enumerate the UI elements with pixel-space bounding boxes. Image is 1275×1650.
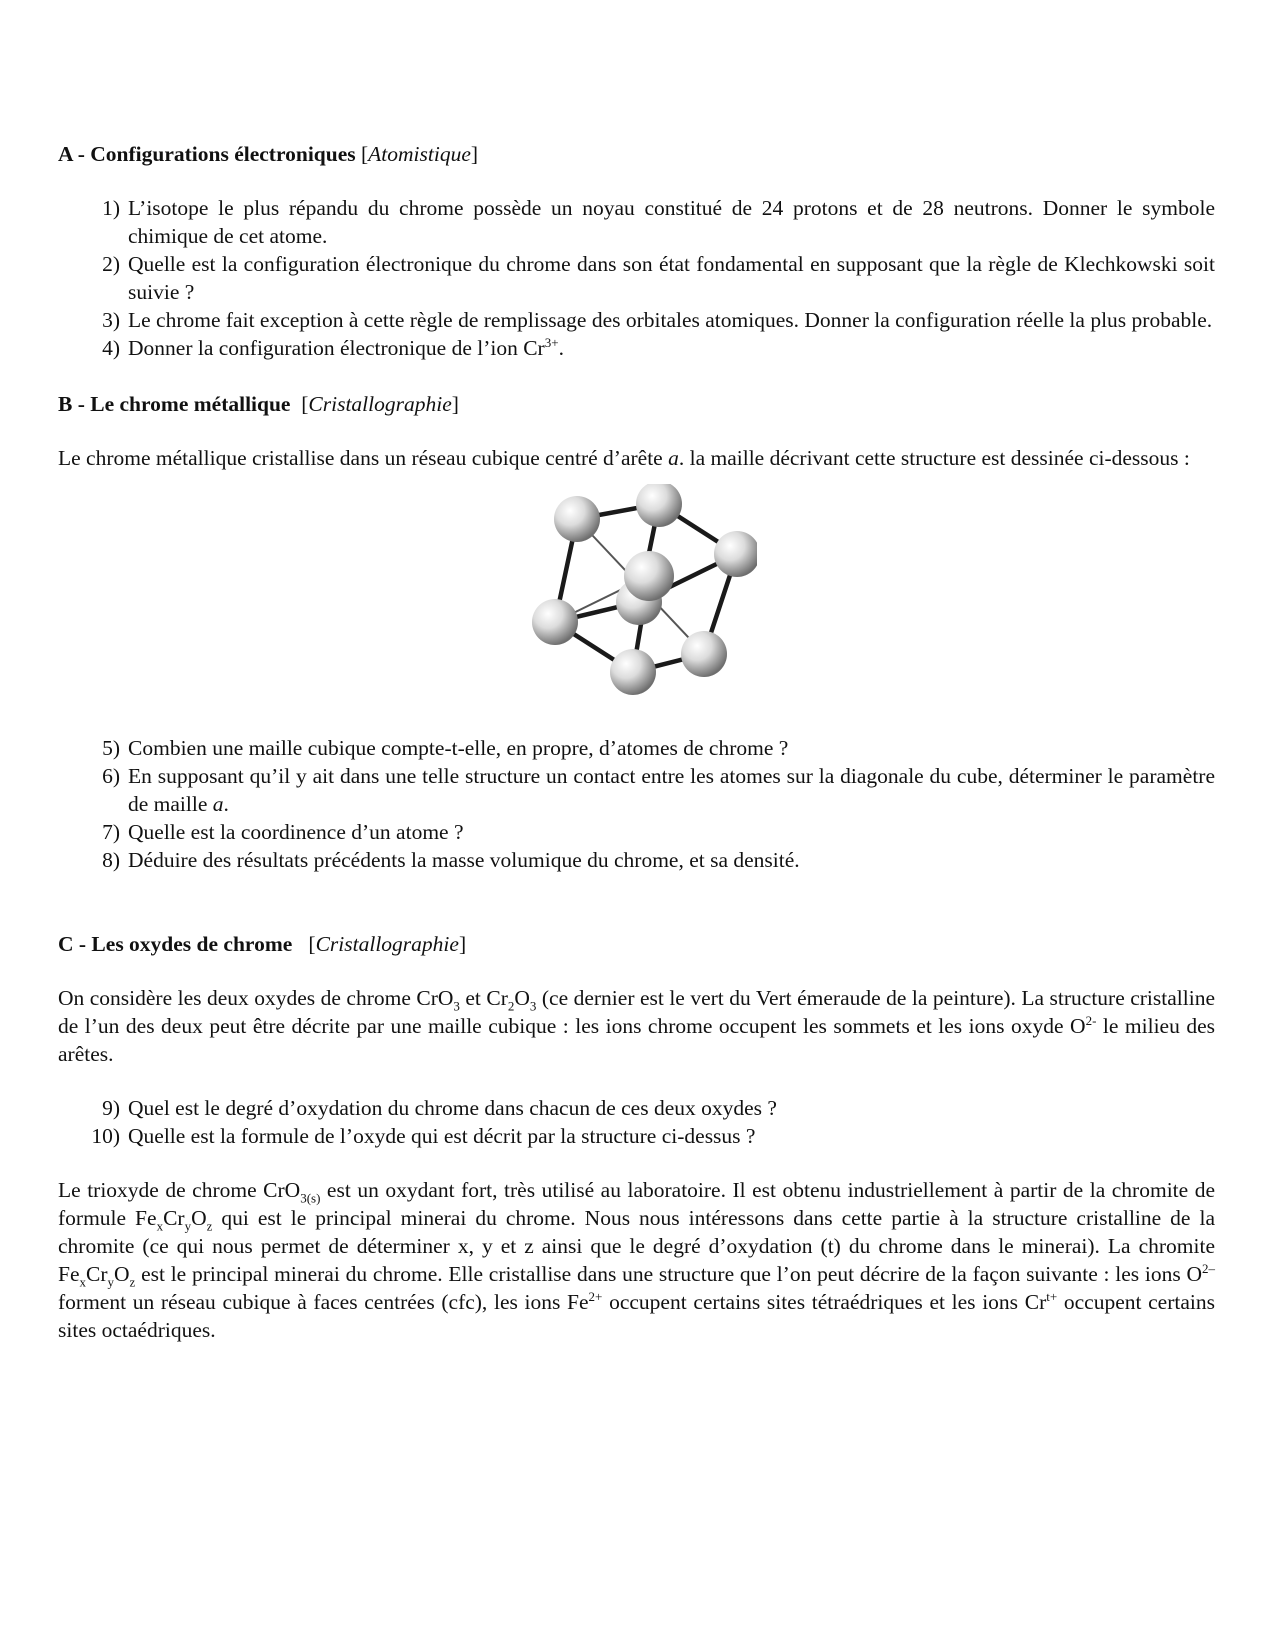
question-4: 4) Donner la configuration électronique de l’ion $Cr^{3+}$.	[102, 334, 564, 360]
question-7: 7) Quelle est la coordinence d’un atome ?	[102, 820, 464, 844]
question-5: 5) Combien une maille cubique compte-t-elle, en propre, d’atomes de chrome ?	[102, 736, 789, 760]
section-c-heading	[58, 930, 1215, 958]
section-a-questions	[58, 194, 1215, 362]
question-2: 2) Quelle est la configuration électronique du chrome dans son état fondamental en supposant que la règle de Klechkowski soit suivie ?	[102, 252, 1215, 304]
question-3: 3) Le chrome fait exception à cette règle de remplissage des orbitales atomiques. Donner la configuration réelle la plus probable.	[102, 308, 1213, 332]
section-c-paragraph-1: On considère les deux oxydes de chrome CrO$_3$ et $Cr_2O_3$ (ce dernier est le vert du Vert émeraude de la peinture). La structure cristalline de l’un des deux peut être décrite par une maille cubique : les ions chrome occupent les sommets et les ions oxyde $O^{2-}$ le milieu des arêtes.	[58, 986, 1215, 1066]
section-b-heading	[58, 390, 1215, 418]
atom-bottom-right	[681, 631, 727, 677]
section-b-questions	[58, 734, 1215, 874]
atom-center	[624, 551, 674, 601]
atom-top-left	[554, 496, 600, 542]
atom-top-back	[636, 484, 682, 527]
question-1: 1) L’isotope le plus répandu du chrome possède un noyau constitué de 24 protons et de 28 neutrons. Donner le symbole chimique de cet atome.	[102, 196, 1215, 248]
section-a-tag: [Atomistique]	[361, 142, 479, 166]
section-b-intro: Le chrome métallique cristallise dans un réseau cubique centré d’arête a. la maille décrivant cette structure est dessinée ci-dessous :	[58, 446, 1190, 470]
section-c-paragraph-2: Le trioxyde de chrome CrO$_{3(s)}$ est un oxydant fort, très utilisé au laboratoire. Il est obtenu industriellement à partir de la chromite de formule $Fe_xCr_yO_z$ qui est le principal minerai du chrome. Nous nous intéressons dans cette partie à la structure cristalline de la chromite (ce qui nous permet de déterminer x, y et z ainsi que le degré d’oxydation (t) du chrome dans le minerai). La chromite $Fe_xCr_yO_z$ est le principal minerai du chrome. Elle cristallise dans une structure que l’on peut décrire de la façon suivante : les ions $O^{2-}$ forment un réseau cubique à faces centrées (cfc), les ions $Fe^{2+}$ occupent certains sites tétraédriques et les ions $Cr^{t+}$ occupent certains sites octaédriques.	[58, 1178, 1215, 1342]
question-10: 10) Quelle est la formule de l’oxyde qui est décrit par la structure ci-dessus ?	[91, 1124, 756, 1148]
question-8: 8) Déduire des résultats précédents la masse volumique du chrome, et sa densité.	[102, 848, 800, 872]
section-b-tag: [Cristallographie]	[301, 392, 459, 416]
question-6: 6) En supposant qu’il y ait dans une telle structure un contact entre les atomes sur la diagonale du cube, déterminer le paramètre de maille a.	[102, 764, 1215, 816]
atom-bottom-front	[610, 649, 656, 695]
section-a-title: A - Configurations électroniques	[58, 142, 356, 166]
section-b-title: B - Le chrome métallique	[58, 392, 291, 416]
document-page	[58, 140, 1215, 1344]
section-a-heading	[58, 140, 1215, 168]
question-9: 9) Quel est le degré d’oxydation du chrome dans chacun de ces deux oxydes ?	[102, 1096, 777, 1120]
section-c-tag: [Cristallographie]	[308, 932, 467, 956]
bcc-unit-cell-diagram	[517, 484, 757, 714]
atom-right	[714, 531, 757, 577]
section-c-questions	[58, 1094, 1215, 1150]
section-c-title: C - Les oxydes de chrome	[58, 932, 293, 956]
atom-left	[532, 599, 578, 645]
